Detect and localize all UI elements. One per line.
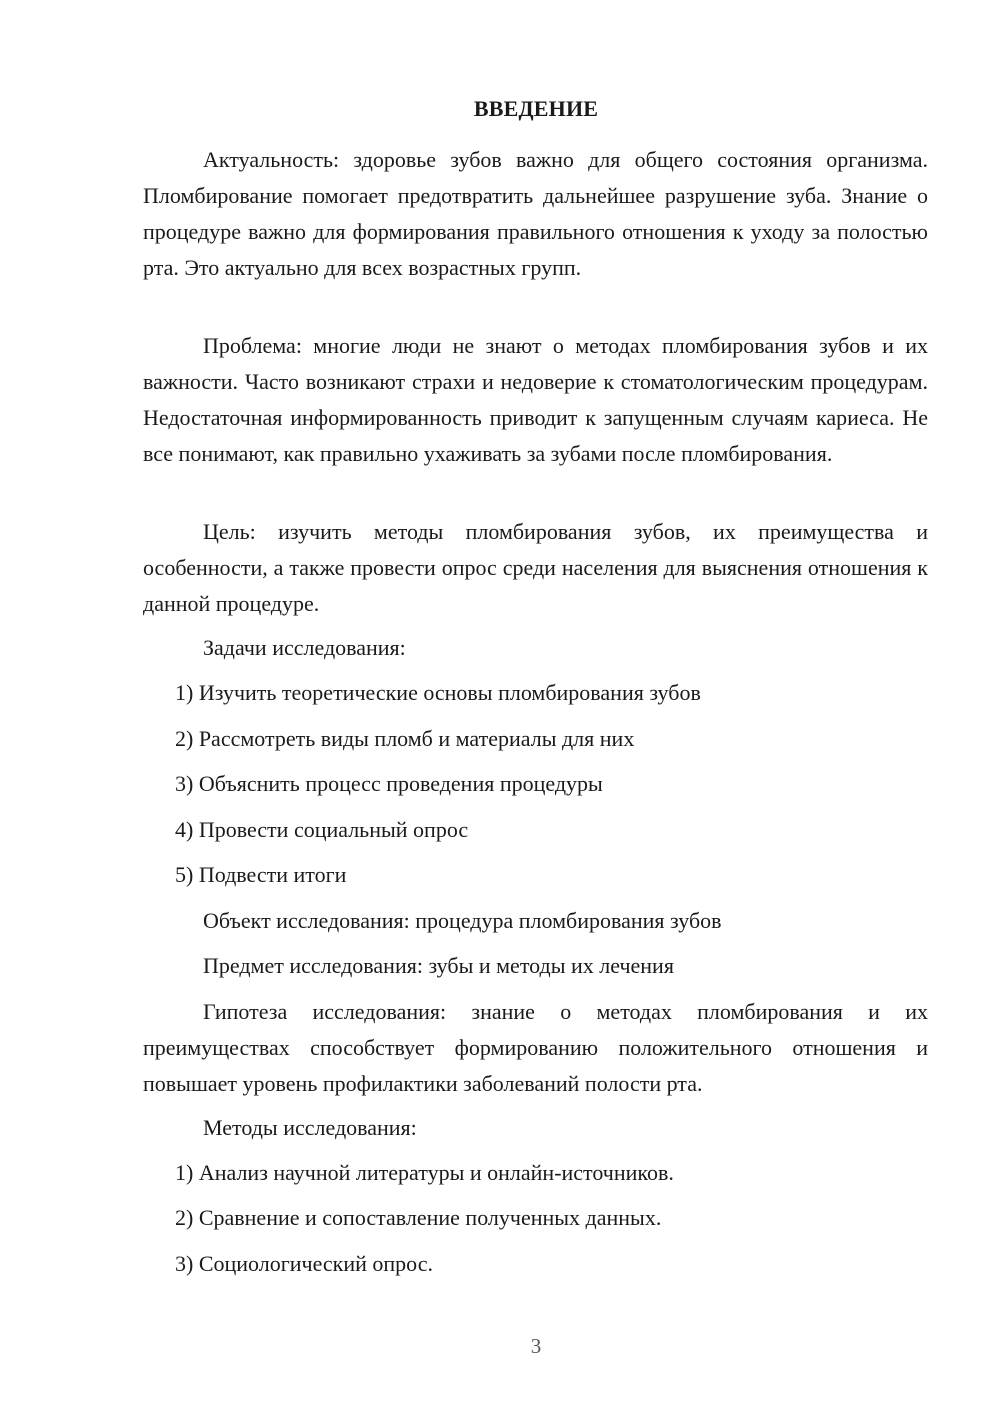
tasks-heading: Задачи исследования: bbox=[203, 635, 406, 660]
task-item: 1) Изучить теоретические основы пломбирования зубов bbox=[175, 680, 701, 705]
hypothesis-paragraph: Гипотеза исследования: знание о методах пломбирования и их преимуществах способствует формированию положительного отношения и повышает уровень профилактики заболеваний полости рта. bbox=[143, 999, 928, 1096]
object-line: Объект исследования: процедура пломбирования зубов bbox=[203, 908, 722, 933]
problem-paragraph: Проблема: многие люди не знают о методах пломбирования зубов и их важности. Часто возникают страхи и недоверие к стоматологическим процедурам. Недостаточная информированность приводит к запущенным случаям кариеса. Не все понимают, как правильно ухаживать за зубами после пломбирования. bbox=[143, 333, 928, 466]
subject-line: Предмет исследования: зубы и методы их лечения bbox=[203, 953, 674, 978]
method-item: 2) Сравнение и сопоставление полученных данных. bbox=[175, 1205, 662, 1230]
method-item: 3) Социологический опрос. bbox=[175, 1251, 433, 1276]
methods-heading: Методы исследования: bbox=[203, 1115, 417, 1140]
goal-paragraph: Цель: изучить методы пломбирования зубов, их преимущества и особенности, а также провести опрос среди населения для выяснения отношения к данной процедуре. bbox=[143, 519, 928, 616]
task-item: 5) Подвести итоги bbox=[175, 862, 347, 887]
page-number: 3 bbox=[530, 1334, 542, 1358]
page-title: ВВЕДЕНИЕ bbox=[473, 96, 599, 121]
method-item: 1) Анализ научной литературы и онлайн-источников. bbox=[175, 1160, 674, 1185]
relevance-paragraph: Актуальность: здоровье зубов важно для общего состояния организма. Пломбирование помогает предотвратить дальнейшее разрушение зуба. Знание о процедуре важно для формирования правильного отношения к уходу за полостью рта. Это актуально для всех возрастных групп. bbox=[143, 147, 928, 280]
task-item: 2) Рассмотреть виды пломб и материалы для них bbox=[175, 726, 635, 751]
task-item: 3) Объяснить процесс проведения процедуры bbox=[175, 771, 603, 796]
task-item: 4) Провести социальный опрос bbox=[175, 817, 469, 842]
